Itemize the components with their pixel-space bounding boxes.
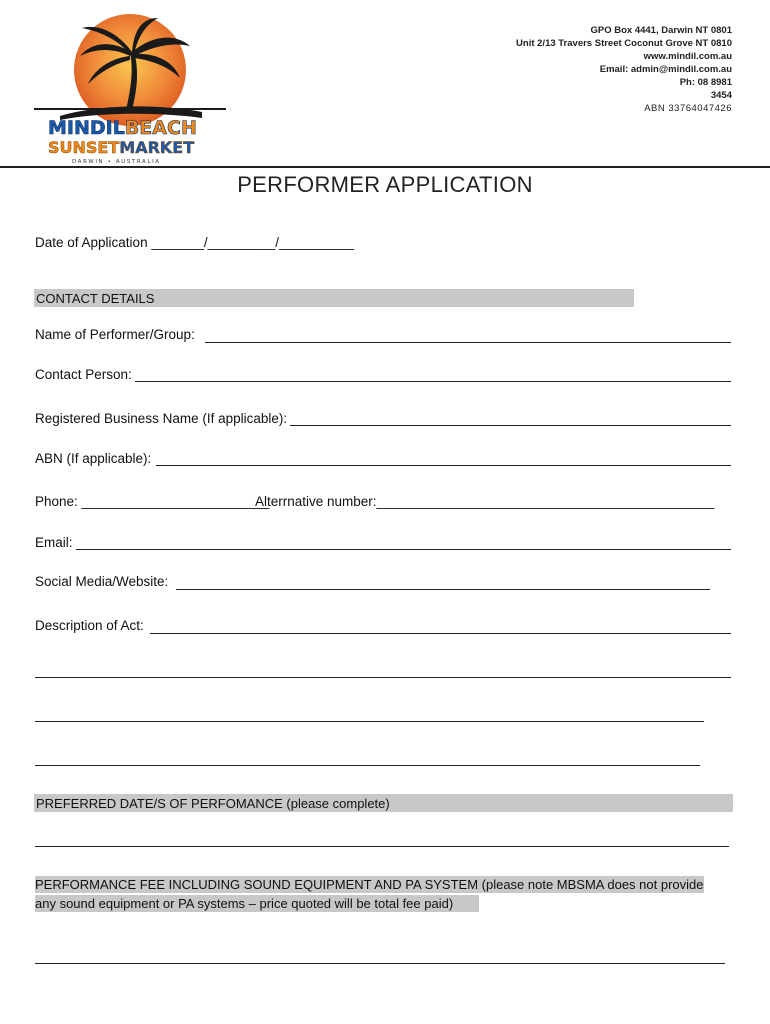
logo-tagline: DARWIN • AUSTRALIA: [72, 159, 161, 164]
business-name-label: Registered Business Name (If applicable):: [35, 411, 288, 426]
contact-details-label: CONTACT DETAILS: [36, 291, 155, 306]
logo-wordmark-line2: SUNSETMARKET: [48, 138, 195, 157]
abn-label: ABN (If applicable):: [35, 451, 152, 466]
performance-fee-label-cont: any sound equipment or PA systems – price quoted will be total fee paid): [35, 895, 479, 912]
contact-person-input[interactable]: [135, 381, 731, 382]
description-input-line[interactable]: [35, 677, 731, 678]
logo-wordmark-line1: MINDILBEACH: [48, 117, 197, 139]
preferred-dates-input[interactable]: [35, 846, 729, 847]
header-divider: [0, 166, 770, 168]
description-input[interactable]: [150, 633, 731, 634]
abn-text: ABN 33764047426: [644, 103, 732, 114]
email-input[interactable]: [76, 549, 731, 550]
phone-text: Ph: 08 8981: [679, 77, 732, 88]
performer-name-label: Name of Performer/Group:: [35, 327, 195, 342]
social-media-label: Social Media/Website:: [35, 574, 169, 589]
contact-person-label: Contact Person:: [35, 367, 132, 382]
preferred-dates-header: [34, 794, 733, 812]
social-media-input[interactable]: [176, 589, 710, 590]
date-of-application-field[interactable]: Date of Application _______/_________/__________: [35, 235, 355, 250]
description-input-line[interactable]: [35, 765, 700, 766]
performance-fee-header: [35, 875, 725, 913]
address-line: Unit 2/13 Travers Street Coconut Grove NT 0810: [516, 38, 732, 49]
page-title: PERFORMER APPLICATION: [237, 172, 533, 197]
performance-fee-input[interactable]: [35, 963, 725, 964]
preferred-dates-label: PREFERRED DATE/S OF PERFOMANCE (please complete): [36, 796, 390, 811]
performer-name-input[interactable]: [205, 342, 731, 343]
email-label: Email:: [35, 535, 73, 550]
mindil-beach-logo: [30, 12, 230, 164]
description-input-line[interactable]: [35, 721, 704, 722]
business-name-input[interactable]: [290, 425, 731, 426]
performance-fee-label: PERFORMANCE FEE INCLUDING SOUND EQUIPMENT AND PA SYSTEM (please note MBSMA does not provide: [35, 877, 704, 892]
address-line: GPO Box 4441, Darwin NT 0801: [590, 25, 732, 36]
phone-text-cont: 3454: [710, 90, 732, 101]
contact-details-header: [34, 289, 634, 307]
abn-input[interactable]: [156, 465, 731, 466]
alternative-number-field[interactable]: Alterrnative number:_____________________________________________: [255, 494, 715, 509]
website-text: www.mindil.com.au: [643, 51, 732, 62]
phone-field[interactable]: Phone: _________________________: [35, 494, 270, 509]
description-label: Description of Act:: [35, 618, 144, 633]
address-block: [516, 24, 732, 115]
email-text: Email: admin@mindil.com.au: [599, 64, 732, 75]
